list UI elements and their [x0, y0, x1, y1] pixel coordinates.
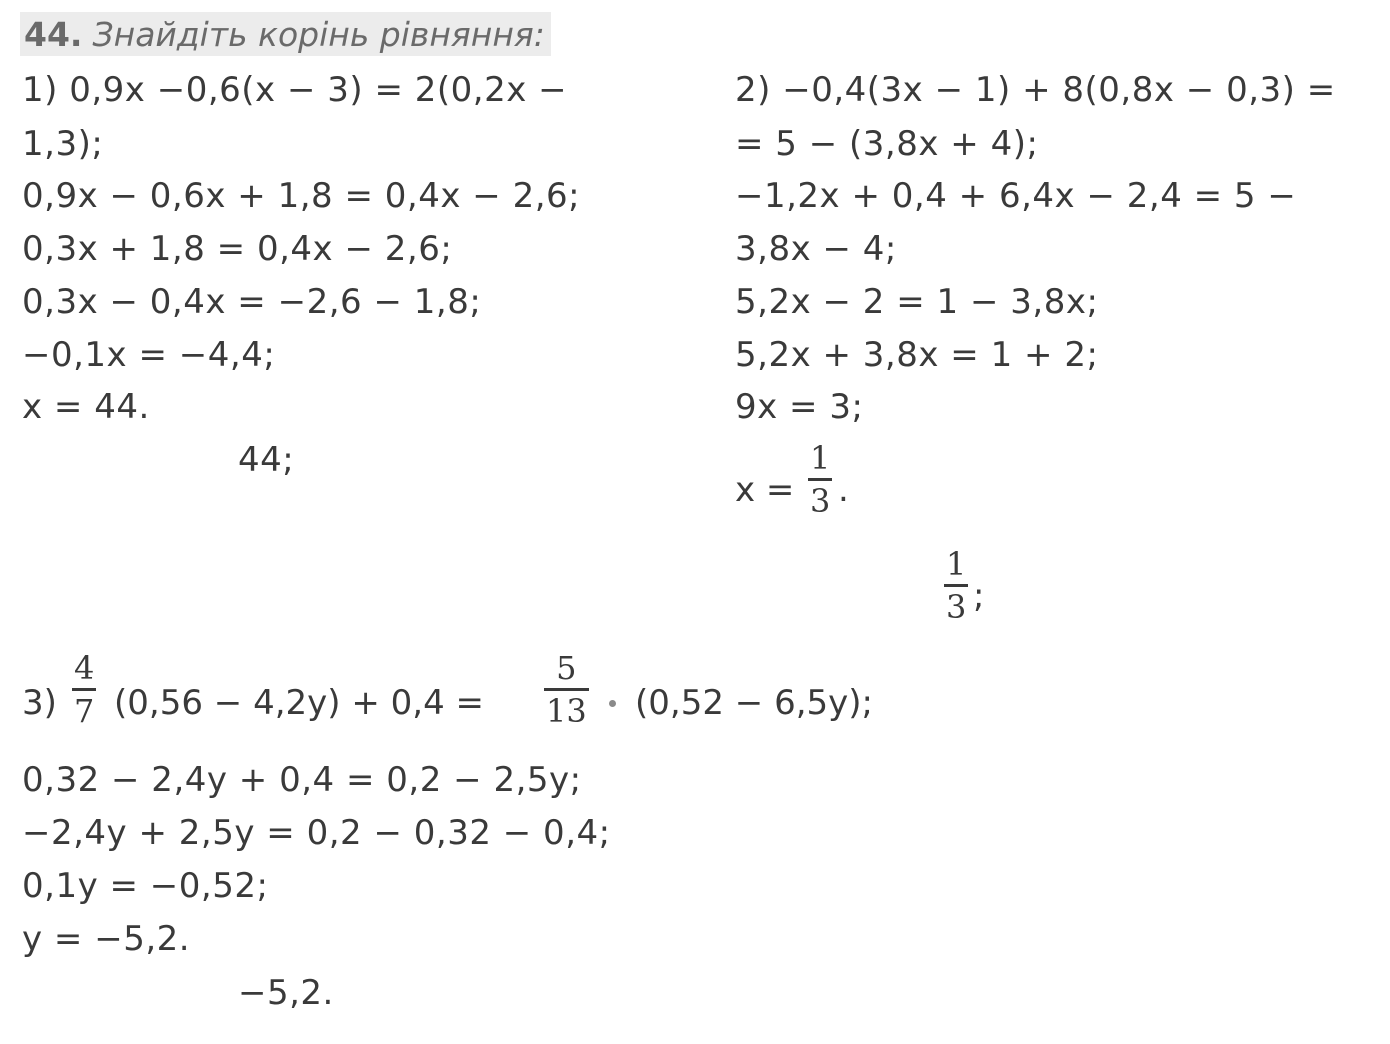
fraction-bar [944, 584, 968, 587]
problem3-line-3: 0,1y = −0,52; [22, 866, 269, 906]
problem3-line-4: y = −5,2. [22, 919, 191, 959]
problem2-line-6: 5,2x + 3,8x = 1 + 2; [735, 335, 1099, 375]
problem1-line-2: 1,3); [22, 124, 104, 164]
problem1-line-4: 0,3x + 1,8 = 0,4x − 2,6; [22, 229, 453, 269]
problem3-end: (0,52 − 6,5y); [635, 683, 873, 723]
problem2-line-5: 5,2x − 2 = 1 − 3,8x; [735, 282, 1099, 322]
fraction-denominator: 13 [546, 692, 587, 730]
problem3-fraction-2 [544, 650, 589, 729]
problem1-answer: 44; [238, 440, 295, 480]
problem3-answer: −5,2. [238, 973, 334, 1013]
fraction-numerator: 4 [74, 649, 95, 687]
problem2-result-prefix: x = [735, 470, 795, 510]
problem1-line-3: 0,9x − 0,6x + 1,8 = 0,4x − 2,6; [22, 176, 581, 216]
problem2-result-fraction [808, 440, 832, 519]
problem1-line-7: x = 44. [22, 387, 150, 427]
fraction-denominator: 3 [810, 482, 831, 520]
problem2-line-1: 2) −0,4(3x − 1) + 8(0,8x − 0,3) = [735, 70, 1336, 110]
fraction-denominator: 3 [946, 588, 967, 626]
problem1-line-5: 0,3x − 0,4x = −2,6 − 1,8; [22, 282, 482, 322]
problem1-line-1: 1) 0,9x −0,6(x − 3) = 2(0,2x − [22, 70, 568, 110]
problem1-line-6: −0,1x = −4,4; [22, 335, 276, 375]
problem2-line-2: = 5 − (3,8x + 4); [735, 124, 1039, 164]
fraction-numerator: 1 [810, 439, 831, 477]
problem2-line-4: 3,8x − 4; [735, 229, 897, 269]
exercise-number: 44. [24, 14, 83, 54]
problem2-line-7: 9x = 3; [735, 387, 864, 427]
fraction-denominator: 7 [74, 692, 95, 730]
problem3-fraction-1 [72, 650, 96, 729]
fraction-bar [72, 688, 96, 691]
problem2-result-suffix: . [838, 470, 849, 510]
exercise-title: Знайдіть корінь рівняння: [92, 14, 545, 54]
fraction-numerator: 5 [556, 649, 577, 687]
problem3-prefix: 3) [22, 683, 57, 723]
problem3-middle: (0,56 − 4,2y) + 0,4 = [114, 683, 484, 723]
fraction-numerator: 1 [946, 545, 967, 583]
problem3-line-1: 0,32 − 2,4y + 0,4 = 0,2 − 2,5y; [22, 760, 582, 800]
problem2-answer-fraction [944, 546, 968, 625]
multiplication-dot [609, 700, 616, 707]
problem2-line-3: −1,2x + 0,4 + 6,4x − 2,4 = 5 − [735, 176, 1297, 216]
problem2-answer-suffix: ; [973, 576, 985, 616]
problem3-line-2: −2,4y + 2,5y = 0,2 − 0,32 − 0,4; [22, 813, 611, 853]
exercise-header [20, 12, 551, 56]
fraction-bar [808, 478, 832, 481]
fraction-bar [544, 688, 589, 691]
